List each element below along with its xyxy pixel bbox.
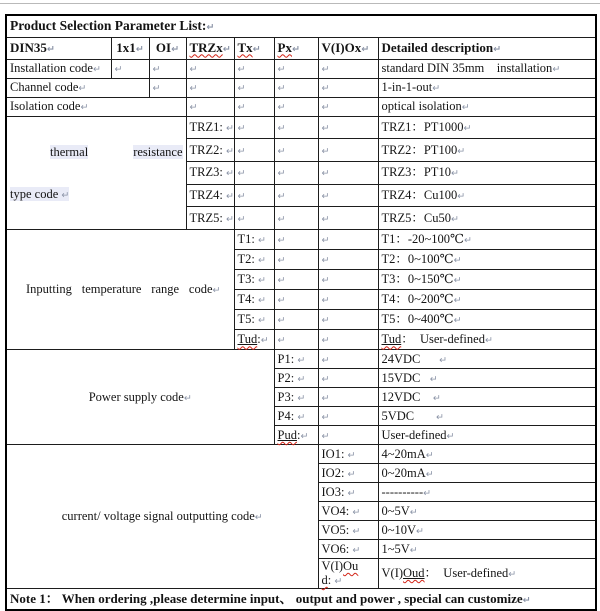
paragraph-mark-icon: ↵ bbox=[321, 411, 330, 423]
paragraph-mark-icon: ↵ bbox=[439, 354, 448, 366]
paragraph-mark-icon: ↵ bbox=[352, 544, 361, 556]
empty-cell bbox=[318, 369, 378, 388]
paragraph-mark-icon: ↵ bbox=[46, 43, 55, 55]
empty-cell bbox=[318, 139, 378, 162]
empty-cell bbox=[274, 59, 318, 78]
paragraph-mark-icon: ↵ bbox=[484, 335, 493, 347]
paragraph-mark-icon: ↵ bbox=[446, 430, 455, 442]
empty-cell bbox=[274, 310, 318, 330]
paragraph-mark-icon: ↵ bbox=[352, 506, 361, 518]
paragraph-mark-icon: ↵ bbox=[297, 373, 306, 385]
empty-cell bbox=[274, 270, 318, 290]
desc-vioud: V(I)Oud： User-defined↵ bbox=[378, 559, 596, 589]
empty-cell bbox=[318, 230, 378, 250]
desc-t2: T2：0~100℃↵ bbox=[378, 250, 596, 270]
paragraph-mark-icon: ↵ bbox=[277, 235, 286, 247]
paragraph-mark-icon: ↵ bbox=[237, 64, 246, 76]
page-top-edge bbox=[0, 3, 600, 4]
paragraph-mark-icon: ↵ bbox=[152, 83, 161, 95]
empty-cell bbox=[234, 59, 274, 78]
paragraph-mark-icon: ↵ bbox=[277, 275, 286, 287]
empty-cell bbox=[318, 270, 378, 290]
empty-cell bbox=[274, 330, 318, 350]
empty-cell bbox=[318, 250, 378, 270]
paragraph-mark-icon: ↵ bbox=[321, 373, 330, 385]
desc-tud: Tud： User-defined↵ bbox=[378, 330, 596, 350]
code-cell-p1: P1: ↵ bbox=[274, 350, 318, 369]
code-cell-trz5: TRZ5: ↵ bbox=[186, 207, 234, 230]
paragraph-mark-icon: ↵ bbox=[277, 255, 286, 267]
paragraph-mark-icon: ↵ bbox=[297, 411, 306, 423]
paragraph-mark-icon: ↵ bbox=[257, 315, 266, 327]
paragraph-mark-icon: ↵ bbox=[237, 213, 246, 225]
empty-cell bbox=[111, 59, 149, 78]
note-row: Note 1： When ordering ,please determine input、 output and power , special can customize↵ bbox=[6, 588, 596, 610]
code-cell-t2: T2: ↵ bbox=[234, 250, 274, 270]
paragraph-mark-icon: ↵ bbox=[347, 449, 356, 461]
paragraph-mark-icon: ↵ bbox=[453, 255, 462, 267]
paragraph-mark-icon: ↵ bbox=[453, 275, 462, 287]
paragraph-mark-icon: ↵ bbox=[260, 335, 269, 347]
paragraph-mark-icon: ↵ bbox=[225, 213, 234, 225]
paragraph-mark-icon: ↵ bbox=[135, 43, 144, 55]
code-cell-t3: T3: ↵ bbox=[234, 270, 274, 290]
empty-cell bbox=[274, 290, 318, 310]
row-label-channel: Channel code↵ bbox=[6, 78, 149, 97]
row-label-installation: Installation code↵ bbox=[6, 59, 111, 78]
empty-cell bbox=[318, 116, 378, 139]
paragraph-mark-icon: ↵ bbox=[409, 544, 418, 556]
paragraph-mark-icon: ↵ bbox=[450, 213, 459, 225]
paragraph-mark-icon: ↵ bbox=[321, 145, 330, 157]
desc-trz3: TRZ3：PT10↵ bbox=[378, 161, 596, 184]
paragraph-mark-icon: ↵ bbox=[352, 525, 361, 537]
paragraph-mark-icon: ↵ bbox=[321, 295, 330, 307]
empty-cell bbox=[186, 59, 234, 78]
paragraph-mark-icon: ↵ bbox=[277, 64, 286, 76]
code-cell-vo6: VO6: ↵ bbox=[318, 540, 378, 559]
code-cell-vioud: V(I)Ou d: ↵ bbox=[318, 559, 378, 589]
paragraph-mark-icon: ↵ bbox=[237, 145, 246, 157]
col-header-tx: Tx↵ bbox=[234, 37, 274, 59]
paragraph-mark-icon: ↵ bbox=[252, 43, 261, 55]
code-cell-pud: Pud:↵ bbox=[274, 426, 318, 445]
paragraph-mark-icon: ↵ bbox=[277, 123, 286, 135]
empty-cell bbox=[274, 116, 318, 139]
paragraph-mark-icon: ↵ bbox=[257, 255, 266, 267]
desc-trz1: TRZ1：PT1000↵ bbox=[378, 116, 596, 139]
empty-cell bbox=[149, 59, 186, 78]
paragraph-mark-icon: ↵ bbox=[321, 354, 330, 366]
paragraph-mark-icon: ↵ bbox=[423, 487, 432, 499]
paragraph-mark-icon: ↵ bbox=[237, 168, 246, 180]
paragraph-mark-icon: ↵ bbox=[463, 123, 472, 135]
paragraph-mark-icon: ↵ bbox=[493, 43, 502, 55]
paragraph-mark-icon: ↵ bbox=[291, 43, 300, 55]
empty-cell bbox=[274, 97, 318, 116]
desc-pud: User-defined↵ bbox=[378, 426, 596, 445]
paragraph-mark-icon: ↵ bbox=[429, 373, 438, 385]
paragraph-mark-icon: ↵ bbox=[321, 191, 330, 203]
paragraph-mark-icon: ↵ bbox=[183, 392, 192, 404]
paragraph-mark-icon: ↵ bbox=[152, 64, 161, 76]
empty-cell bbox=[186, 78, 234, 97]
empty-cell bbox=[274, 250, 318, 270]
desc-trz2: TRZ2：PT100↵ bbox=[378, 139, 596, 162]
col-header-description: Detailed description↵ bbox=[378, 37, 596, 59]
code-cell-trz3: TRZ3: ↵ bbox=[186, 161, 234, 184]
desc-vo6: 1~5V↵ bbox=[378, 540, 596, 559]
empty-cell bbox=[318, 290, 378, 310]
desc-vo4: 0~5V↵ bbox=[378, 502, 596, 521]
paragraph-mark-icon: ↵ bbox=[92, 64, 101, 76]
empty-cell bbox=[318, 426, 378, 445]
empty-cell bbox=[318, 330, 378, 350]
empty-cell bbox=[234, 97, 274, 116]
code-cell-trz1: TRZ1: ↵ bbox=[186, 116, 234, 139]
code-cell-vo5: VO5: ↵ bbox=[318, 521, 378, 540]
paragraph-mark-icon: ↵ bbox=[321, 315, 330, 327]
code-cell-trz4: TRZ4: ↵ bbox=[186, 184, 234, 207]
empty-cell bbox=[274, 230, 318, 250]
col-header-din35: DIN35↵ bbox=[6, 37, 111, 59]
empty-cell bbox=[149, 78, 186, 97]
empty-cell bbox=[318, 184, 378, 207]
col-header-1x1: 1x1↵ bbox=[111, 37, 149, 59]
product-selection-table bbox=[5, 14, 597, 611]
paragraph-mark-icon: ↵ bbox=[321, 335, 330, 347]
paragraph-mark-icon: ↵ bbox=[321, 102, 330, 114]
empty-cell bbox=[318, 59, 378, 78]
paragraph-mark-icon: ↵ bbox=[189, 102, 198, 114]
paragraph-mark-icon: ↵ bbox=[450, 168, 459, 180]
paragraph-mark-icon: ↵ bbox=[171, 43, 180, 55]
paragraph-mark-icon: ↵ bbox=[277, 83, 286, 95]
paragraph-mark-icon: ↵ bbox=[114, 64, 123, 76]
empty-cell bbox=[234, 78, 274, 97]
paragraph-mark-icon: ↵ bbox=[321, 83, 330, 95]
paragraph-mark-icon: ↵ bbox=[225, 168, 234, 180]
empty-cell bbox=[234, 116, 274, 139]
paragraph-mark-icon: ↵ bbox=[257, 295, 266, 307]
paragraph-mark-icon: ↵ bbox=[257, 275, 266, 287]
paragraph-mark-icon: ↵ bbox=[222, 43, 231, 55]
paragraph-mark-icon: ↵ bbox=[321, 123, 330, 135]
paragraph-mark-icon: ↵ bbox=[432, 392, 441, 404]
paragraph-mark-icon: ↵ bbox=[61, 189, 70, 201]
code-cell-t1: T1: ↵ bbox=[234, 230, 274, 250]
paragraph-mark-icon: ↵ bbox=[189, 64, 198, 76]
paragraph-mark-icon: ↵ bbox=[321, 213, 330, 225]
row-label-isolation: Isolation code↵ bbox=[6, 97, 186, 116]
paragraph-mark-icon: ↵ bbox=[321, 275, 330, 287]
paragraph-mark-icon: ↵ bbox=[225, 191, 234, 203]
empty-cell bbox=[274, 184, 318, 207]
paragraph-mark-icon: ↵ bbox=[425, 449, 434, 461]
paragraph-mark-icon: ↵ bbox=[453, 295, 462, 307]
row-label-thermal-type-code: thermal resistance type code ↵ bbox=[6, 116, 186, 230]
paragraph-mark-icon: ↵ bbox=[206, 22, 215, 34]
paragraph-mark-icon: ↵ bbox=[277, 145, 286, 157]
empty-cell bbox=[234, 207, 274, 230]
paragraph-mark-icon: ↵ bbox=[297, 392, 306, 404]
code-cell-t5: T5: ↵ bbox=[234, 310, 274, 330]
paragraph-mark-icon: ↵ bbox=[321, 64, 330, 76]
paragraph-mark-icon: ↵ bbox=[334, 576, 343, 588]
desc-trz4: TRZ4：Cu100↵ bbox=[378, 184, 596, 207]
paragraph-mark-icon: ↵ bbox=[277, 295, 286, 307]
empty-cell bbox=[274, 207, 318, 230]
empty-cell bbox=[234, 184, 274, 207]
paragraph-mark-icon: ↵ bbox=[237, 123, 246, 135]
paragraph-mark-icon: ↵ bbox=[277, 168, 286, 180]
desc-t3: T3：0~150℃↵ bbox=[378, 270, 596, 290]
desc-p4: 5VDC ↵ bbox=[378, 407, 596, 426]
empty-cell bbox=[318, 207, 378, 230]
code-cell-p2: P2: ↵ bbox=[274, 369, 318, 388]
paragraph-mark-icon: ↵ bbox=[225, 123, 234, 135]
paragraph-mark-icon: ↵ bbox=[432, 83, 441, 95]
desc-vo5: 0~10V↵ bbox=[378, 521, 596, 540]
paragraph-mark-icon: ↵ bbox=[361, 43, 370, 55]
paragraph-mark-icon: ↵ bbox=[277, 213, 286, 225]
paragraph-mark-icon: ↵ bbox=[409, 506, 418, 518]
empty-cell bbox=[274, 139, 318, 162]
code-cell-p4: P4: ↵ bbox=[274, 407, 318, 426]
paragraph-mark-icon: ↵ bbox=[225, 145, 234, 157]
paragraph-mark-icon: ↵ bbox=[321, 235, 330, 247]
desc-t1: T1：-20~100℃↵ bbox=[378, 230, 596, 250]
desc-io2: 0~20mA↵ bbox=[378, 464, 596, 483]
desc-installation: standard DIN 35mm installation↵ bbox=[378, 59, 596, 78]
desc-channel: 1-in-1-out↵ bbox=[378, 78, 596, 97]
paragraph-mark-icon: ↵ bbox=[277, 335, 286, 347]
paragraph-mark-icon: ↵ bbox=[237, 191, 246, 203]
desc-p1: 24VDC ↵ bbox=[378, 350, 596, 369]
empty-cell bbox=[318, 407, 378, 426]
empty-cell bbox=[318, 310, 378, 330]
paragraph-mark-icon: ↵ bbox=[321, 168, 330, 180]
paragraph-mark-icon: ↵ bbox=[237, 83, 246, 95]
paragraph-mark-icon: ↵ bbox=[347, 487, 356, 499]
paragraph-mark-icon: ↵ bbox=[78, 83, 87, 95]
col-header-oi: OI↵ bbox=[149, 37, 186, 59]
code-cell-p3: P3: ↵ bbox=[274, 388, 318, 407]
row-label-output-code: current/ voltage signal outputting code↵ bbox=[6, 445, 318, 589]
empty-cell bbox=[186, 97, 234, 116]
paragraph-mark-icon: ↵ bbox=[453, 315, 462, 327]
row-label-temperature-range-code: Inputting temperature range code↵ bbox=[6, 230, 234, 350]
empty-cell bbox=[274, 161, 318, 184]
paragraph-mark-icon: ↵ bbox=[212, 285, 221, 297]
paragraph-mark-icon: ↵ bbox=[464, 235, 473, 247]
code-cell-io3: IO3: ↵ bbox=[318, 483, 378, 502]
paragraph-mark-icon: ↵ bbox=[457, 191, 466, 203]
paragraph-mark-icon: ↵ bbox=[277, 315, 286, 327]
paragraph-mark-icon: ↵ bbox=[552, 64, 561, 76]
empty-cell bbox=[318, 161, 378, 184]
paragraph-mark-icon: ↵ bbox=[436, 411, 444, 423]
paragraph-mark-icon: ↵ bbox=[257, 235, 266, 247]
paragraph-mark-icon: ↵ bbox=[457, 145, 466, 157]
paragraph-mark-icon: ↵ bbox=[461, 102, 470, 114]
empty-cell bbox=[318, 350, 378, 369]
paragraph-mark-icon: ↵ bbox=[300, 430, 309, 442]
paragraph-mark-icon: ↵ bbox=[277, 102, 286, 114]
empty-cell bbox=[318, 388, 378, 407]
desc-trz5: TRZ5：Cu50↵ bbox=[378, 207, 596, 230]
paragraph-mark-icon: ↵ bbox=[80, 102, 89, 114]
desc-t5: T5：0~400℃↵ bbox=[378, 310, 596, 330]
col-header-viox: V(I)Ox↵ bbox=[318, 37, 378, 59]
code-cell-tud: Tud:↵ bbox=[234, 330, 274, 350]
desc-isolation: optical isolation↵ bbox=[378, 97, 596, 116]
desc-t4: T4：0~200℃↵ bbox=[378, 290, 596, 310]
paragraph-mark-icon: ↵ bbox=[508, 569, 517, 581]
row-label-power-supply-code: Power supply code↵ bbox=[6, 350, 274, 445]
empty-cell bbox=[234, 139, 274, 162]
paragraph-mark-icon: ↵ bbox=[416, 525, 425, 537]
desc-io1: 4~20mA↵ bbox=[378, 445, 596, 464]
paragraph-mark-icon: ↵ bbox=[277, 191, 286, 203]
paragraph-mark-icon: ↵ bbox=[189, 83, 198, 95]
desc-io3: ----------↵ bbox=[378, 483, 596, 502]
paragraph-mark-icon: ↵ bbox=[321, 255, 330, 267]
col-header-trzx: TRZx↵ bbox=[186, 37, 234, 59]
desc-p2: 15VDC ↵ bbox=[378, 369, 596, 388]
empty-cell bbox=[318, 97, 378, 116]
code-cell-vo4: VO4: ↵ bbox=[318, 502, 378, 521]
paragraph-mark-icon: ↵ bbox=[237, 102, 246, 114]
code-cell-io1: IO1: ↵ bbox=[318, 445, 378, 464]
paragraph-mark-icon: ↵ bbox=[321, 392, 330, 404]
empty-cell bbox=[234, 161, 274, 184]
paragraph-mark-icon: ↵ bbox=[425, 468, 434, 480]
table-title: Product Selection Parameter List:↵ bbox=[6, 15, 596, 37]
code-cell-t4: T4: ↵ bbox=[234, 290, 274, 310]
paragraph-mark-icon: ↵ bbox=[297, 354, 306, 366]
code-cell-io2: IO2: ↵ bbox=[318, 464, 378, 483]
paragraph-mark-icon: ↵ bbox=[522, 594, 531, 606]
paragraph-mark-icon: ↵ bbox=[254, 512, 263, 524]
desc-p3: 12VDC ↵ bbox=[378, 388, 596, 407]
code-cell-trz2: TRZ2: ↵ bbox=[186, 139, 234, 162]
paragraph-mark-icon: ↵ bbox=[347, 468, 356, 480]
paragraph-mark-icon: ↵ bbox=[321, 430, 330, 442]
empty-cell bbox=[274, 78, 318, 97]
empty-cell bbox=[318, 78, 378, 97]
col-header-px: Px↵ bbox=[274, 37, 318, 59]
